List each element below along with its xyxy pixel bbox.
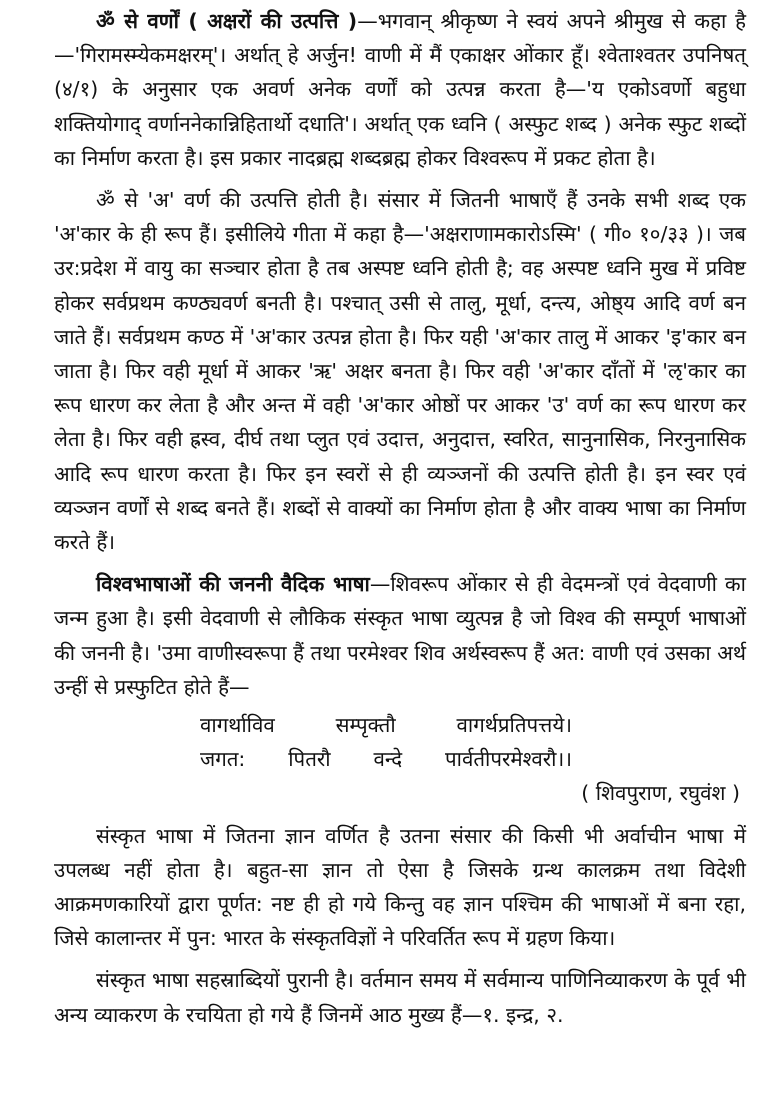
- paragraph-a-varna: [54, 183, 746, 559]
- paragraph-origin-of-letters: [54, 4, 746, 175]
- verse-line-1: [200, 708, 572, 742]
- paragraph-text: ॐ से 'अ' वर्ण की उत्पत्ति होती है। संसार में जितनी भाषाएँ हैं उनके सभी शब्द एक 'अ'कार के ही रूप हैं। इसीलिये गीता में कहा है—'अक्षराणामकारोऽस्मि' ( गी० १०/३३ )। जब उर:प्रदेश में वायु का सञ्चार होता है तब अस्पष्ट ध्वनि होती है; वह अस्पष्ट ध्वनि मुख में प्रविष्ट होकर सर्वप्रथम कण्ठ्यवर्ण बनती है। पश्चात् उसी से तालु, मूर्धा, दन्त्य, ओष्ठ्य आदि वर्ण बन जाते हैं। सर्वप्रथम कण्ठ में 'अ'कार उत्पन्न होता है। फिर यही 'अ'कार तालु में आकर 'इ'कार बन जाता है। फिर वही मूर्धा में आकर 'ऋ' अक्षर बनता है। फिर वही 'अ'कार दाँतों में 'ऌ'कार का रूप धारण कर लेता है और अन्त में वही 'अ'कार ओष्ठों पर आकर 'उ' वर्ण का रूप धारण कर लेता है। फिर वही ह्रस्व, दीर्घ तथा प्लुत एवं उदात्त, अनुदात्त, स्वरित, सानुनासिक, निरनुनासिक आदि रूप धारण करता है। फिर इन स्वरों से ही व्यञ्जनों की उत्पत्ति होती है। इन स्वर एवं व्यञ्जन वर्णों से शब्द बनते हैं। शब्दों से वाक्यों का निर्माण होता है और वाक्य भाषा का निर्माण करते हैं।: [54, 188, 746, 555]
- paragraph-text: संस्कृत भाषा में जितना ज्ञान वर्णित है उतना संसार की किसी भी अर्वाचीन भाषा में उपलब्ध नहीं होता है। बहुत-सा ज्ञान तो ऐसा है जिसके ग्रन्थ कालक्रम तथा विदेशी आक्रमणकारियों द्वारा पूर्णत: नष्ट ही हो गये किन्तु वह ज्ञान पश्चिम की भाषाओं में बना रहा, जिसे कालान्तर में पुन: भारत के संस्कृतविज्ञों ने परिवर्तित रूप में ग्रहण किया।: [54, 823, 746, 951]
- section-heading-vedic-language: विश्वभाषाओं की जननी वैदिक भाषा: [96, 572, 370, 597]
- verse-source: ( शिवपुराण, रघुवंश ): [581, 781, 740, 806]
- verse-word: वन्दे: [373, 747, 403, 772]
- verse-word: पार्वतीपरमेश्वरौ।।: [445, 747, 572, 772]
- paragraph-sanskrit-antiquity: [54, 963, 746, 1031]
- verse-word: पितरौ: [288, 747, 331, 772]
- paragraph-text: —शिवरूप ओंकार से ही वेदमन्त्रों एवं वेदवाणी का जन्म हुआ है। इसी वेदवाणी से लौकिक संस्कृत भाषा व्युत्पन्न है जो विश्व की सम्पूर्ण भाषाओं की जननी है। 'उमा वाणीस्वरूपा हैं तथा परमेश्वर शिव अर्थस्वरूप हैं अत: वाणी एवं उसका अर्थ उन्हीं से प्रस्फुटित होते हैं—: [54, 572, 746, 699]
- verse-line-2: [200, 742, 572, 776]
- verse-block: [54, 708, 746, 811]
- paragraph-text: —भगवान् श्रीकृष्ण ने स्वयं अपने श्रीमुख से कहा है—'गिरामस्म्येकमक्षरम्'। अर्थात् हे अर्जुन! वाणी में मैं एकाक्षर ओंकार हूँ। श्वेताश्वतर उपनिषत् (४/१) के अनुसार एक अवर्ण अनेक वर्णों को उत्पन्न करता है—'य एकोऽवर्णो बहुधा शक्तियोगाद् वर्णाननेकान्निहितार्थो दधाति'। अर्थात् एक ध्वनि ( अस्फुट शब्द ) अनेक स्फुट शब्दों का निर्माण करता है। इस प्रकार नादब्रह्म शब्दब्रह्म होकर विश्वरूप में प्रकट होता है।: [54, 9, 747, 170]
- verse-word: वागर्थाविव: [200, 713, 275, 738]
- section-heading-origin-of-letters: ॐ से वर्णों ( अक्षरों की उत्पत्ति ): [96, 9, 358, 33]
- paragraph-text: संस्कृत भाषा सहस्राब्दियों पुरानी है। वर्तमान समय में सर्वमान्य पाणिनिव्याकरण के पूर्व भी अन्य व्याकरण के रचयिता हो गये हैं जिनमें आठ मुख्य हैं—१. इन्द्र, २.: [54, 968, 746, 1027]
- verse-word: सम्पृक्तौ: [335, 713, 396, 738]
- paragraph-sanskrit-knowledge: [54, 819, 746, 956]
- verse-word: जगत:: [200, 747, 246, 772]
- paragraph-vedic-language: [54, 567, 746, 704]
- verse-word: वागर्थप्रतिपत्तये।: [456, 713, 572, 738]
